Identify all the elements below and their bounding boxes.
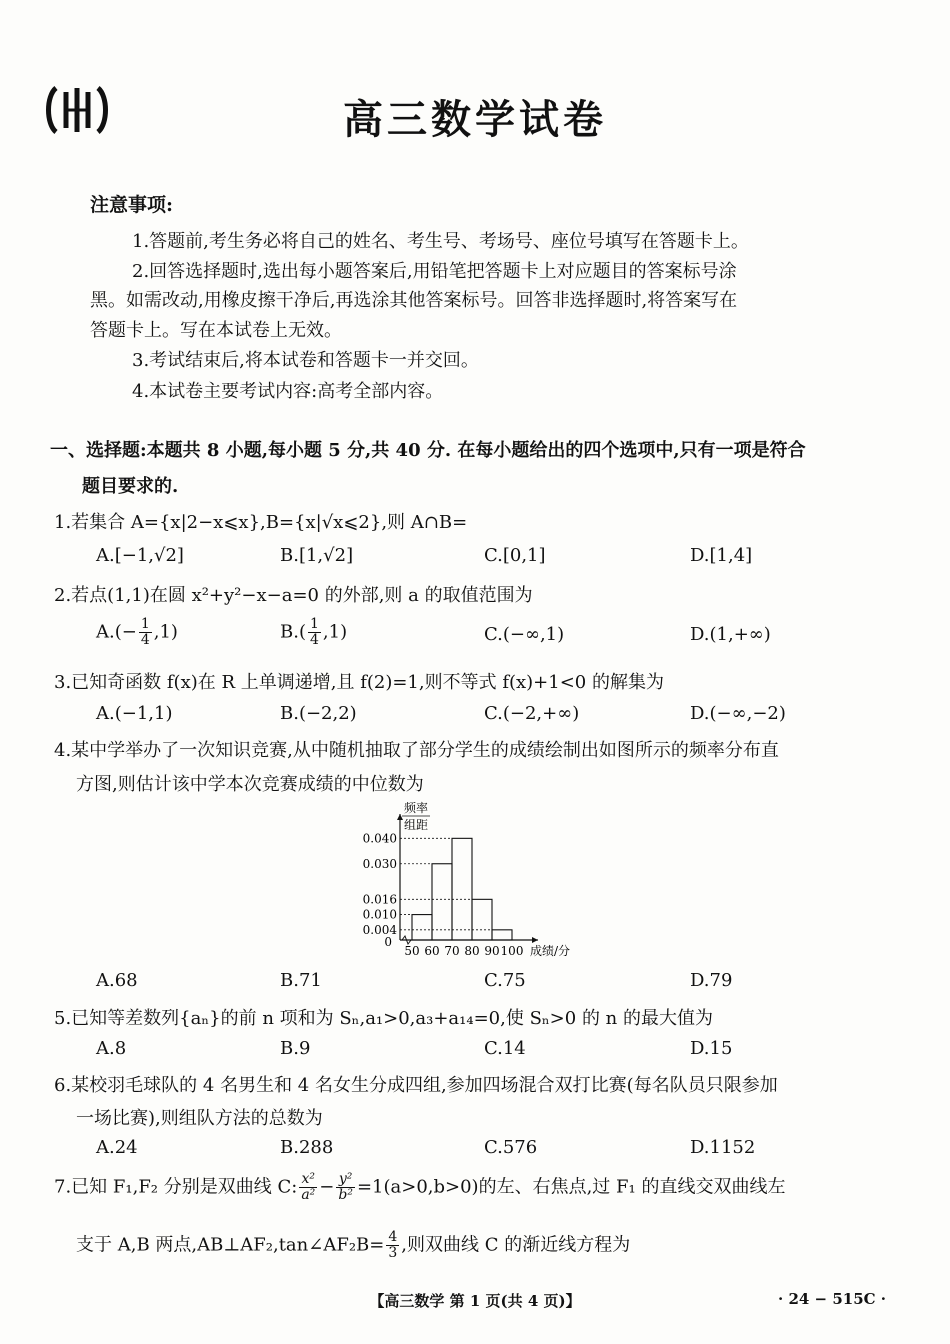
y-tick-label: 0.040 [362,831,397,846]
q7-line2-post: ,则双曲线 C 的渐近线方程为 [401,1234,631,1256]
section-heading: 一、选择题:本题共 8 小题,每小题 5 分,共 40 分. 在每小题给出的四个选项中,只有一项是符合 [50,440,806,461]
q2-option-b [280,617,347,648]
q7-post: =1(a>0,b>0)的左、右焦点,过 F₁ 的直线交双曲线左 [356,1176,786,1198]
q2-option-b-post: ,1) [322,621,348,643]
q2-option-a-pre: A.(− [96,621,137,643]
q6-option-a: A.24 [96,1137,138,1158]
notice-line: 1.答题前,考生务必将自己的姓名、考生号、考场号、座位号填写在答题卡上。 [132,231,749,252]
exam-code: · 24 − 515C · [778,1290,887,1308]
q2-option-a-post: ,1) [153,621,178,643]
histogram-bar [472,899,492,940]
q5-option-d: D.15 [690,1038,733,1059]
question-7 [54,1172,785,1203]
q6-option-d: D.1152 [690,1137,756,1158]
question-6-cont: 一场比赛),则组队方法的总数为 [76,1108,323,1129]
q2-option-d: D.(1,+∞) [690,624,771,645]
q6-option-c: C.576 [484,1137,538,1158]
q3-option-d: D.(−∞,−2) [690,703,786,724]
question-2: 2.若点(1,1)在圆 x²+y²−x−a=0 的外部,则 a 的取值范围为 [54,585,533,606]
question-1: 1.若集合 A={x|2−x⩽x},B={x|√x⩽2},则 A∩B= [54,512,468,533]
question-6: 6.某校羽毛球队的 4 名男生和 4 名女生分成四组,参加四场混合双打比赛(每名队员只限参加 [54,1075,778,1096]
q7-fraction-tan-num: 4 [388,1229,398,1245]
section-heading-cont: 题目要求的. [82,476,179,497]
notice-line: 2.回答选择题时,选出每小题答案后,用铅笔把答题卡上对应题目的答案标号涂 [132,261,737,282]
histogram-bar [432,864,452,940]
q5-option-b: B.9 [280,1038,311,1059]
question-7-cont [76,1230,630,1261]
notice-line: 黑。如需改动,用橡皮擦干净后,再选涂其他答案标号。回答非选择题时,将答案写在 [90,290,738,311]
x-tick-label: 70 [444,944,460,958]
q4-option-b: B.71 [280,970,322,991]
histogram-bar [492,930,512,940]
q7-fraction-y [336,1172,355,1203]
histogram-svg [352,800,592,965]
q3-option-c: C.(−2,+∞) [484,703,580,724]
histogram-bar [452,838,472,940]
q2-option-b-fraction [308,617,321,648]
y-label-numerator: 频率 [404,801,429,815]
q7-fraction-x-num: x² [299,1172,317,1188]
x-axis-arrow [532,937,538,943]
q2-option-b-numerator: 1 [309,616,319,632]
q1-option-d: D.[1,4] [690,545,753,566]
y-label-denominator: 组距 [404,818,429,832]
page-footer: 【高三数学 第 1 页(共 4 页)】 [369,1292,581,1310]
y-tick-label: 0.004 [362,922,397,937]
x-tick-label: 90 [484,944,500,958]
notice-line: 3.考试结束后,将本试卷和答题卡一并交回。 [132,350,479,371]
q5-option-a: A.8 [96,1038,127,1059]
notice-line: 4.本试卷主要考试内容:高考全部内容。 [132,381,444,402]
x-axis-label: 成绩/分 [530,944,571,958]
q3-option-b: B.(−2,2) [280,703,357,724]
q6-option-b: B.288 [280,1137,334,1158]
x-tick-label: 50 [404,944,420,958]
q7-line2-pre: 支于 A,B 两点,AB⊥AF₂,tan∠AF₂B= [76,1234,385,1256]
histogram-bar [412,915,432,940]
q2-option-a-denominator: 4 [140,632,150,648]
q7-fraction-x [299,1172,317,1203]
q2-option-b-pre: B.( [280,621,306,643]
y-tick-label: 0.016 [362,892,397,907]
q4-option-a: A.68 [96,970,138,991]
question-5: 5.已知等差数列{aₙ}的前 n 项和为 Sₙ,a₁>0,a₃+a₁₄=0,使 Sₙ>0 的 n 的最大值为 [54,1008,713,1029]
notice-heading: 注意事项: [90,194,174,216]
q7-fraction-y-num: y² [336,1172,355,1188]
q2-option-a-numerator: 1 [140,616,150,632]
question-4-cont: 方图,则估计该中学本次竞赛成绩的中位数为 [76,774,424,795]
x-tick-label: 60 [424,944,440,958]
question-4: 4.某中学举办了一次知识竞赛,从中随机抽取了部分学生的成绩绘制出如图所示的频率分布直 [54,740,779,761]
q7-fraction-tan-den: 3 [388,1245,398,1261]
q1-option-b: B.[1,√2] [280,545,354,566]
notice-line: 答题卡上。写在本试卷上无效。 [90,320,342,341]
q2-option-a [96,617,178,648]
q5-option-c: C.14 [484,1038,526,1059]
y-axis-arrow [397,814,403,820]
frequency-histogram [352,800,592,965]
y-tick-label: 0.030 [362,856,397,871]
q2-option-a-fraction [139,617,152,648]
x-tick-label: 80 [464,944,480,958]
q1-option-c: C.[0,1] [484,545,546,566]
q4-option-c: C.75 [484,970,526,991]
page-title: 高三数学试卷 [343,96,607,143]
question-3: 3.已知奇函数 f(x)在 R 上单调递增,且 f(2)=1,则不等式 f(x)+1<0 的解集为 [54,672,664,693]
y-tick-label: 0.010 [362,907,397,922]
q2-option-b-denominator: 4 [309,632,319,648]
q7-fraction-x-den: a² [301,1187,316,1203]
q7-fraction-y-den: b² [338,1187,353,1203]
q2-option-c: C.(−∞,1) [484,624,565,645]
origin-label: 0 [384,935,392,949]
q7-fraction-tan [386,1230,399,1261]
q7-pre: 7.已知 F₁,F₂ 分别是双曲线 C: [54,1176,298,1198]
x-tick-label: 100 [500,944,524,958]
q7-minus: − [319,1176,335,1198]
q4-option-d: D.79 [690,970,733,991]
q1-option-a: A.[−1,√2] [96,545,184,566]
q3-option-a: A.(−1,1) [96,703,173,724]
